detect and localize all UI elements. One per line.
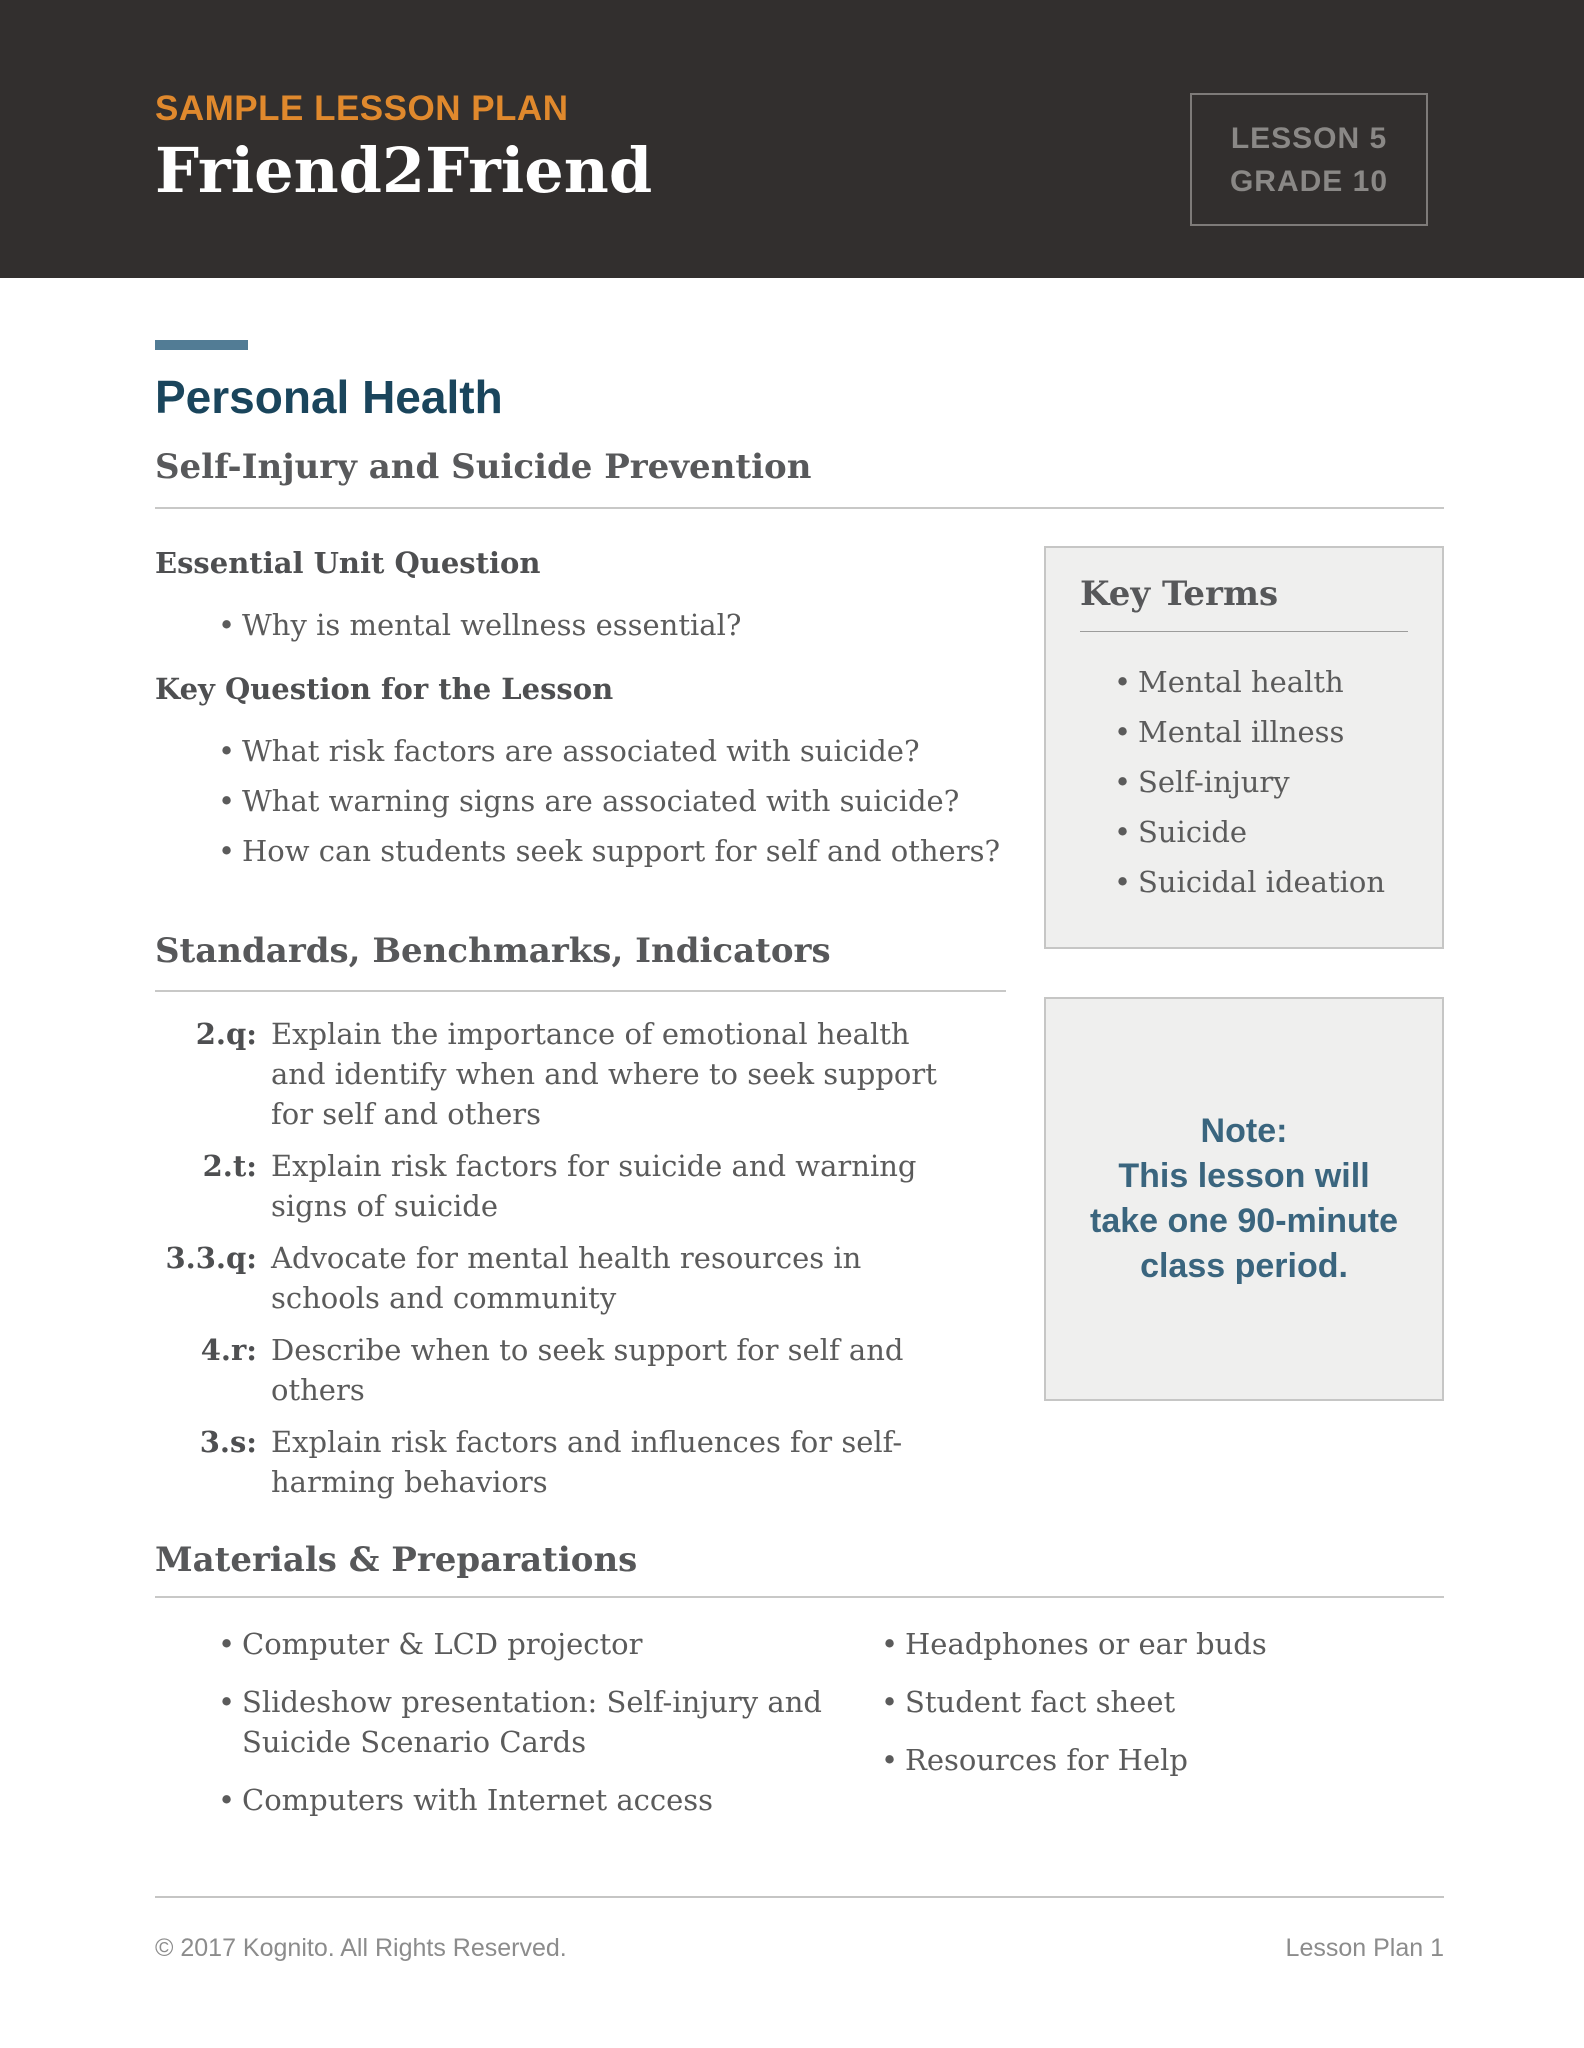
standards-item [155, 1330, 1006, 1410]
side-column [1044, 509, 1444, 1513]
standards-items [155, 1014, 1006, 1502]
bullet-item: • How can students seek support for self and others? [218, 831, 1006, 871]
materials-list-left [155, 1624, 881, 1820]
standards-item [155, 1422, 1006, 1502]
standard-code: 4.r: [200, 1332, 257, 1367]
page-body [0, 278, 1584, 2048]
note-card [1044, 997, 1444, 1401]
standard-code: 3.s: [199, 1424, 257, 1459]
content-columns [155, 509, 1444, 1513]
accent-bar [155, 340, 248, 350]
materials-column-right [881, 1624, 1444, 1838]
material-item: • Computer & LCD projector [218, 1624, 881, 1664]
standard-code: 2.t: [202, 1148, 257, 1183]
materials-heading: Materials & Preparations [155, 1540, 1444, 1599]
materials-columns [155, 1624, 1444, 1838]
standards-item [155, 1014, 1006, 1134]
standard-text: Advocate for mental health resources in schools and community [271, 1240, 862, 1315]
copyright-text: © 2017 Kognito. All Rights Reserved. [155, 1934, 567, 1962]
note-line: take one 90-minute [1090, 1202, 1398, 1241]
materials-column-left [155, 1624, 881, 1838]
material-item: • Computers with Internet access [218, 1780, 881, 1820]
standard-code: 3.3.q: [165, 1240, 257, 1275]
key-terms-list [1080, 662, 1408, 902]
key-term-item: • Mental illness [1114, 712, 1408, 752]
section-heading: Essential Unit Question [155, 546, 541, 581]
page-footer [155, 1896, 1444, 1963]
standard-text: Explain risk factors for suicide and warning signs of suicide [271, 1148, 917, 1223]
standards-item [155, 1238, 1006, 1318]
standards-section [155, 931, 1006, 1502]
note-line: Note: [1200, 1112, 1288, 1151]
key-term-item: • Suicidal ideation [1114, 862, 1408, 902]
key-terms-heading: Key Terms [1080, 574, 1408, 632]
standards-item [155, 1146, 1006, 1226]
bullet-item: • Why is mental wellness essential? [218, 605, 1006, 645]
materials-list-right [881, 1624, 1444, 1780]
bullet-item: • What risk factors are associated with suicide? [218, 731, 1006, 771]
category-heading: Personal Health [155, 371, 503, 423]
key-terms-card [1044, 546, 1444, 949]
essential-unit-question-section [155, 545, 1006, 645]
main-column [155, 509, 1006, 1513]
key-term-item: • Suicide [1114, 812, 1408, 852]
materials-section [155, 1540, 1444, 1839]
eyebrow-label: SAMPLE LESSON PLAN [155, 89, 569, 128]
key-question-section [155, 671, 1006, 871]
key-question-list [155, 731, 1006, 871]
subtitle-heading: Self-Injury and Suicide Prevention [155, 447, 1444, 510]
material-item: • Resources for Help [881, 1740, 1444, 1780]
standard-text: Explain risk factors and influences for self-harming behaviors [271, 1424, 903, 1499]
essential-unit-question-list [155, 605, 1006, 645]
note-line: This lesson will [1118, 1157, 1370, 1196]
standard-text: Describe when to seek support for self and others [271, 1332, 904, 1407]
standard-code: 2.q: [195, 1016, 257, 1051]
bullet-item: • What warning signs are associated with suicide? [218, 781, 1006, 821]
page-number: Lesson Plan 1 [1285, 1934, 1444, 1962]
standard-text: Explain the importance of emotional health and identify when and where to seek support for self and others [271, 1016, 937, 1131]
badge-grade-line: GRADE 10 [1229, 164, 1389, 198]
key-term-item: • Self-injury [1114, 762, 1408, 802]
material-item: • Slideshow presentation: Self-injury and Suicide Scenario Cards [218, 1682, 881, 1762]
standards-heading: Standards, Benchmarks, Indicators [155, 931, 1006, 992]
key-term-item: • Mental health [1114, 662, 1408, 702]
section-heading: Key Question for the Lesson [155, 672, 614, 707]
page-title: Friend2Friend [155, 133, 653, 207]
note-line: class period. [1140, 1247, 1348, 1286]
page-header [0, 0, 1584, 278]
material-item: • Headphones or ear buds [881, 1624, 1444, 1664]
badge-lesson-line: LESSON 5 [1230, 121, 1388, 155]
material-item: • Student fact sheet [881, 1682, 1444, 1722]
lesson-badge [1190, 93, 1428, 226]
